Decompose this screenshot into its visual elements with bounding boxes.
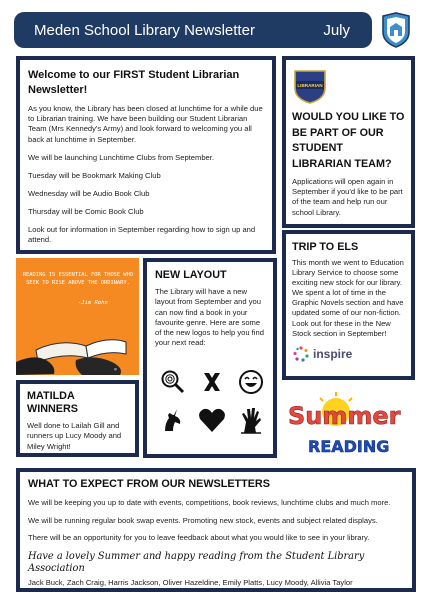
trip-text: This month we went to Education Library Service to choose some exciting new stock for our library. We spent a lot of time in the Graphic Novels section and have updated some of our non-fiction. Look out for these in the New Stock section in September! (292, 258, 404, 338)
welcome-title: Welcome to our FIRST Student Librarian Newsletter! (28, 69, 240, 96)
welcome-section (16, 56, 276, 254)
welcome-paragraph: Thursday will be Comic Book Club (28, 206, 144, 216)
quote-text: READING IS ESSENTIAL FOR THOSE WHO SEEK TO RISE ABOVE THE ORDINARY. (22, 272, 134, 286)
expect-paragraph: We will be keeping you up to date with events, competitions, book reviews, lunchtime clubs and much more. (28, 498, 391, 507)
hands-book-illustration (16, 310, 139, 375)
trip-section (282, 230, 415, 380)
matilda-winners-section (16, 380, 139, 457)
inspire-dots-icon (292, 345, 310, 363)
heart-icon (196, 404, 227, 435)
welcome-paragraph: Look out for information in September regarding how to sign up and attend. (28, 224, 256, 244)
student-names: Jack Buck, Zach Craig, Harris Jackson, Oliver Hazeldine, Emily Platts, Lucy Moody, Allivia Taylor (28, 577, 353, 587)
signoff-line: Have a lovely Summer and happy reading from the Student Library Association (28, 550, 365, 574)
expect-paragraph: We will be running regular book swap events. Promoting new stock, events and subject related displays. (28, 515, 378, 525)
badge-label: LIBRARIAN (297, 83, 323, 88)
inspire-logo-text: inspire (313, 346, 353, 361)
layout-text: The Library will have a new layout from September and you can now find a book in your favourite genre. Here are some of the new logos to help you find your next read: (155, 287, 264, 348)
librarian-badge-icon (292, 68, 328, 104)
join-text: Applications will open again in September if you'd like to be part of the team and help run our school Library. (292, 177, 403, 217)
quote-author: -Jim Rohn (78, 300, 108, 306)
x-icon (196, 366, 227, 397)
expectations-section (16, 468, 416, 592)
newsletter-title: Meden School Library Newsletter (34, 21, 255, 39)
welcome-paragraph: Wednesday will be Audio Book Club (28, 188, 150, 198)
school-crest-icon (381, 12, 411, 48)
zombie-hand-icon (235, 404, 266, 435)
reading-word: READING (308, 437, 390, 456)
winners-text: Well done to Lailah Gill and runners up Lucy Moody and Miley Wright! (27, 421, 122, 451)
expect-paragraph: There will be an opportunity for you to leave feedback about what you would like to see in your library. (28, 533, 370, 543)
laughing-face-icon (235, 366, 266, 397)
newsletter-header (14, 12, 372, 48)
unicorn-icon (157, 404, 188, 435)
trip-title: TRIP TO ELS (292, 241, 359, 253)
join-team-section (282, 56, 415, 228)
expect-title: WHAT TO EXPECT FROM OUR NEWSLETTERS (28, 478, 270, 490)
summer-word: Summer (288, 402, 401, 430)
summer-reading-graphic (284, 384, 414, 460)
join-title: WOULD YOU LIKE TO BE PART OF OUR STUDENT LIBRARIAN TEAM? (292, 111, 405, 170)
welcome-paragraph: Tuesday will be Bookmark Making Club (28, 170, 161, 180)
new-layout-section (143, 258, 277, 458)
inspire-logo (292, 345, 405, 363)
magnifier-fingerprint-icon (157, 366, 188, 397)
genre-logos (157, 366, 267, 436)
welcome-paragraph: We will be launching Lunchtime Clubs from September. (28, 152, 214, 162)
welcome-paragraph: As you know, the Library has been closed at lunchtime for a while due to Librarian training. We have been building our Student Librarian Team (Mrs Kennedy's Army) and look forward to welcoming you all back at lunchtime in September. (28, 104, 263, 144)
winners-title: MATILDA WINNERS (27, 390, 78, 415)
newsletter-month: July (323, 21, 350, 39)
reading-quote-image (16, 258, 139, 375)
layout-title: NEW LAYOUT (155, 269, 227, 281)
svg-text:@: @ (114, 367, 118, 371)
